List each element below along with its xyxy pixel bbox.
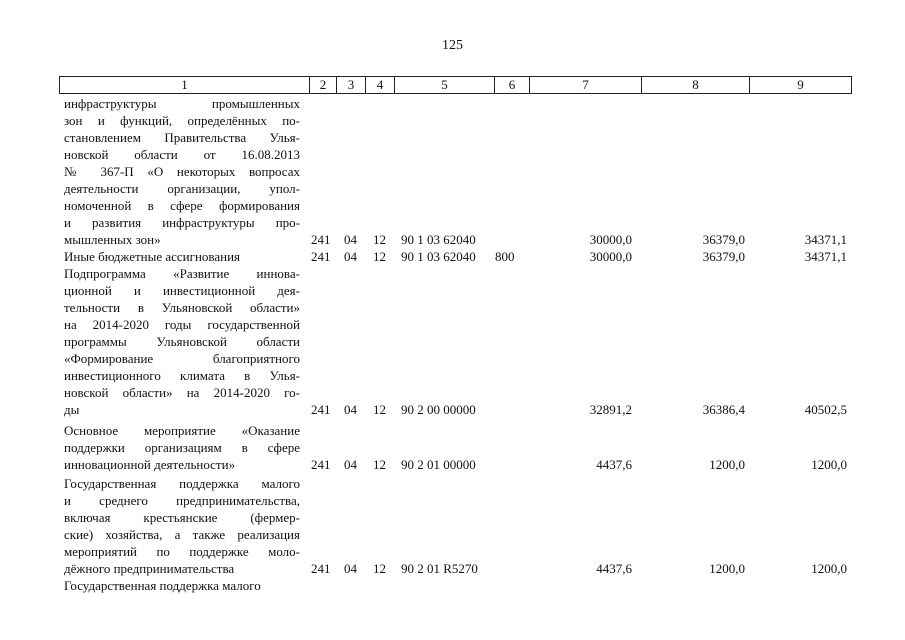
description-line: инвестиционного климата в Улья- [64, 368, 300, 383]
description-line: новской области» на 2014-2020 го- [64, 385, 300, 400]
cell-col-4: 12 [373, 402, 386, 417]
cell-col-4: 12 [373, 249, 386, 264]
cell-col-2: 241 [311, 249, 331, 264]
header-col-4: 4 [366, 77, 395, 93]
cell-col-7: 30000,0 [589, 249, 632, 264]
cell-col-4: 12 [373, 561, 386, 576]
cell-col-2: 241 [311, 457, 331, 472]
cell-col-8: 36379,0 [702, 249, 745, 264]
header-col-5: 5 [395, 77, 495, 93]
cell-col-3: 04 [344, 232, 357, 247]
cell-col-8: 1200,0 [709, 457, 745, 472]
cell-col-5: 90 1 03 62040 [401, 232, 476, 247]
header-col-9: 9 [797, 77, 804, 92]
description-line: ционной и инвестиционной дея- [64, 283, 300, 298]
description-line: ские) хозяйства, а также реализация [64, 527, 300, 542]
description-line: инфраструктуры промышленных [64, 96, 300, 111]
cell-col-5: 90 1 03 62040 [401, 249, 476, 264]
header-col-3: 3 [337, 77, 366, 93]
cell-col-6: 800 [495, 249, 515, 264]
description-line: тельности в Ульяновской области» [64, 300, 300, 315]
description-line: на 2014-2020 годы государственной [64, 317, 300, 332]
page-number: 125 [442, 38, 463, 53]
description-line: программы Ульяновской области [64, 334, 300, 349]
description-line: «Формирование благоприятного [64, 351, 300, 366]
description-line: номоченной в сфере формирования [64, 198, 300, 213]
cell-col-8: 1200,0 [709, 561, 745, 576]
description-line: новской области от 16.08.2013 [64, 147, 300, 162]
cell-col-9: 1200,0 [811, 457, 847, 472]
cell-col-5: 90 2 01 00000 [401, 457, 476, 472]
description-line: дёжного предпринимательства [64, 561, 235, 576]
cell-col-9: 40502,5 [804, 402, 847, 417]
description-line: Государственная поддержка малого [64, 476, 300, 491]
description-line: и развития инфраструктуры про- [64, 215, 300, 230]
header-col-1: 1 [60, 77, 310, 93]
cell-col-7: 30000,0 [589, 232, 632, 247]
cell-col-3: 04 [344, 457, 357, 472]
description-line: Основное мероприятие «Оказание [64, 423, 300, 438]
description-line: зон и функций, определённых по- [64, 113, 300, 128]
description-line: поддержки организациям в сфере [64, 440, 300, 455]
header-col-7: 7 [530, 77, 642, 93]
cell-col-3: 04 [344, 249, 357, 264]
header-col-6: 6 [495, 77, 530, 93]
cell-col-4: 12 [373, 232, 386, 247]
description-line: Подпрограмма «Развитие иннова- [64, 266, 300, 281]
cell-col-7: 4437,6 [596, 457, 632, 472]
cell-col-3: 04 [344, 402, 357, 417]
cell-col-2: 241 [311, 561, 331, 576]
cell-col-4: 12 [373, 457, 386, 472]
cell-col-9: 34371,1 [804, 232, 847, 247]
table-header-row [59, 76, 852, 94]
header-col-8: 8 [642, 77, 750, 93]
description-line: ды [64, 402, 80, 417]
cell-col-8: 36386,4 [702, 402, 745, 417]
description-line: мероприятий по поддержке моло- [64, 544, 300, 559]
cell-col-5: 90 2 00 00000 [401, 402, 476, 417]
description-line: деятельности организации, упол- [64, 181, 300, 196]
description-line: инновационной деятельности» [64, 457, 236, 472]
cell-col-2: 241 [311, 232, 331, 247]
cell-col-5: 90 2 01 R5270 [401, 561, 478, 576]
description-line: и среднего предпринимательства, [64, 493, 300, 508]
cell-col-2: 241 [311, 402, 331, 417]
description-line: Иные бюджетные ассигнования [64, 249, 241, 264]
cell-col-7: 32891,2 [589, 402, 632, 417]
cell-col-9: 34371,1 [804, 249, 847, 264]
description-line: № 367-П «О некоторых вопросах [64, 164, 300, 179]
cell-col-3: 04 [344, 561, 357, 576]
header-col-2: 2 [310, 77, 337, 93]
cell-col-7: 4437,6 [596, 561, 632, 576]
description-line: становлением Правительства Улья- [64, 130, 300, 145]
description-line: включая крестьянские (фермер- [64, 510, 300, 525]
description-line: Государственная поддержка малого [64, 578, 261, 593]
cell-col-8: 36379,0 [702, 232, 745, 247]
cell-col-9: 1200,0 [811, 561, 847, 576]
description-line: мышленных зон» [64, 232, 161, 247]
